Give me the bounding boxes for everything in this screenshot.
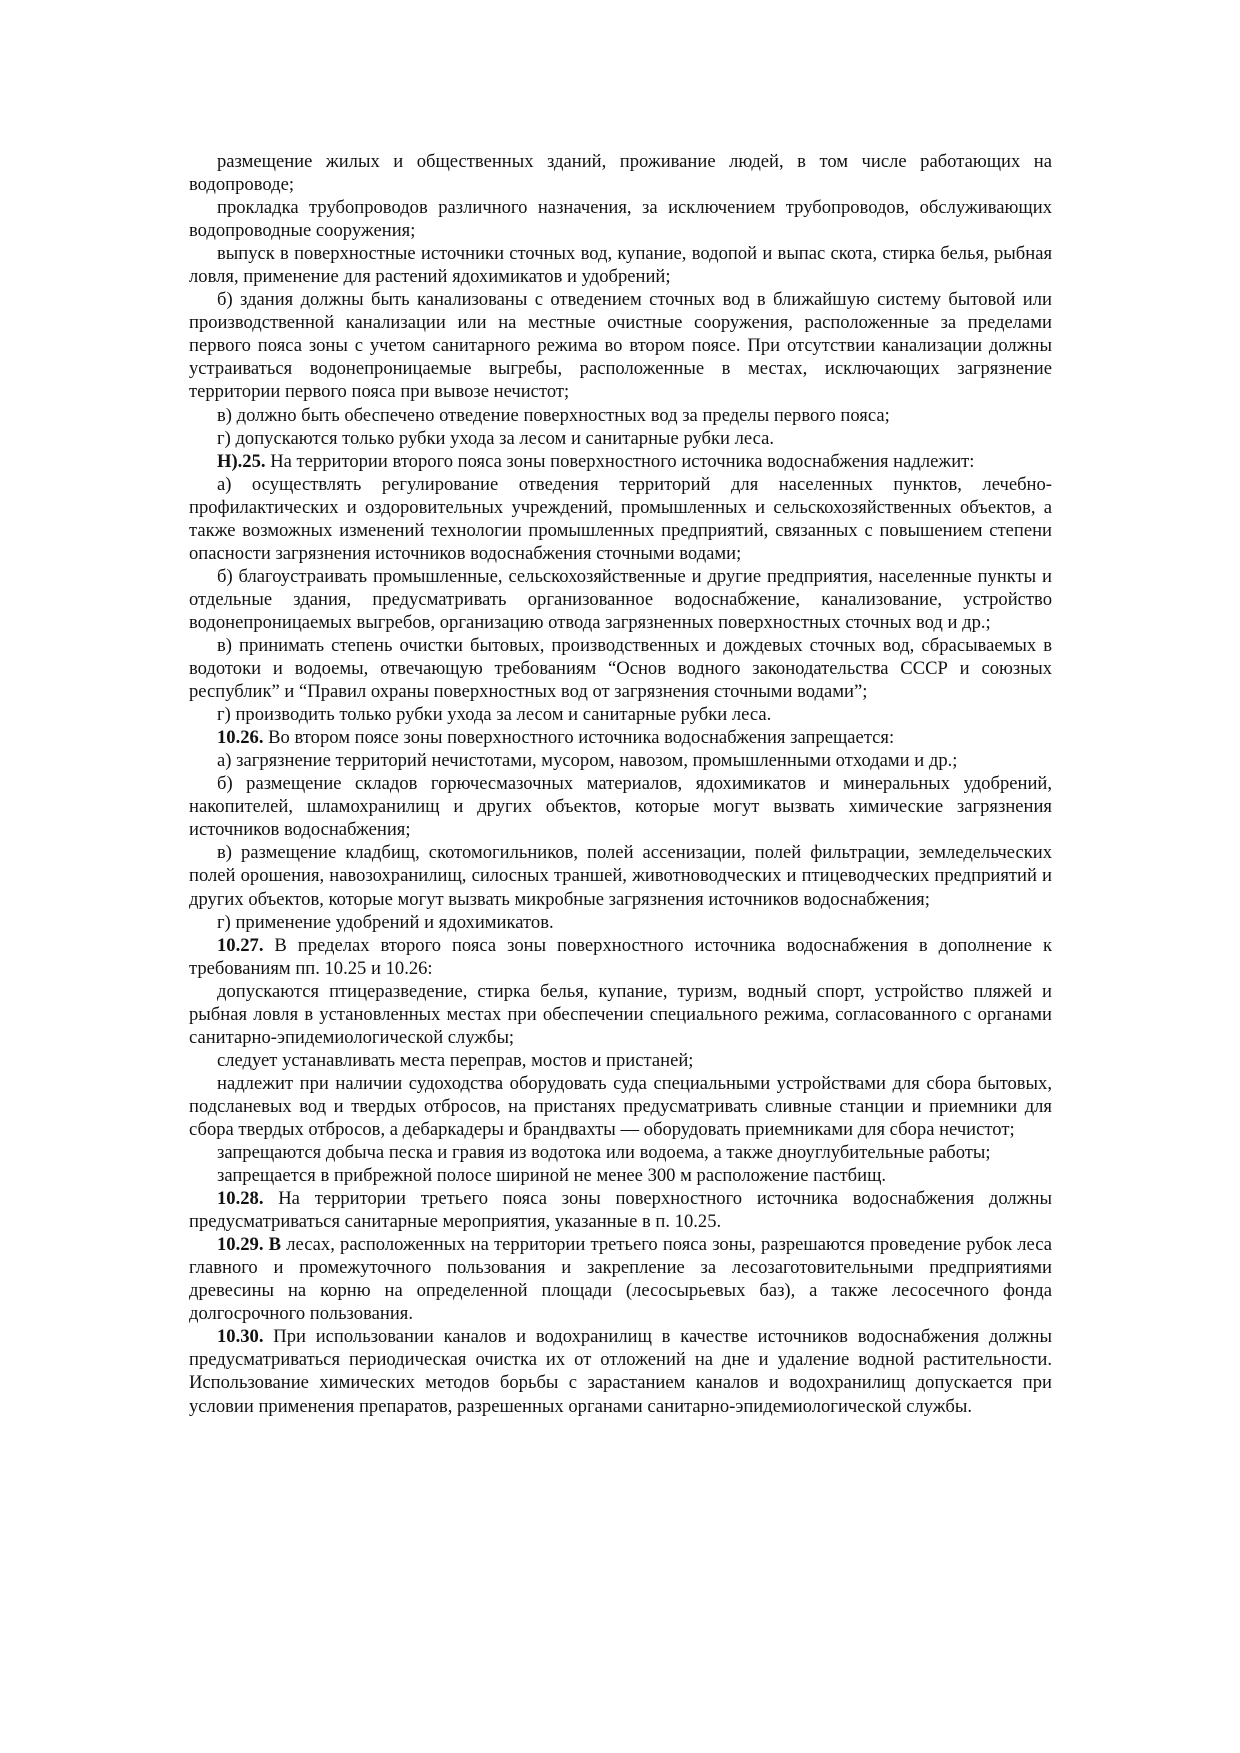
paragraph-text: а) загрязнение территорий нечистотами, мусором, навозом, промышленными отходами и др.; bbox=[217, 750, 958, 772]
paragraph bbox=[189, 911, 1052, 934]
clause-number: 10.30. bbox=[217, 1326, 264, 1348]
paragraph-text: б) благоустраивать промышленные, сельскохозяйственные и другие предприятия, населенные пункты и отдельные здания, предусматривать организованное водоснабжение, канализование, устройство водонепроницаемых выгребов, организацию отвода загрязненных поверхностных сточных вод и др.; bbox=[189, 565, 1052, 633]
paragraph bbox=[189, 242, 1052, 288]
paragraph-text: б) размещение складов горючесмазочных материалов, ядохимикатов и минеральных удобрений, накопителей, шламохранилищ и других объектов, которые могут вызвать химические загрязнения источников водоснабжения; bbox=[189, 773, 1052, 841]
paragraph-text: На территории третьего пояса зоны поверхностного источника водоснабжения должны предусматриваться санитарные мероприятия, указанные в п. 10.25. bbox=[189, 1188, 1052, 1233]
paragraph bbox=[189, 934, 1052, 980]
paragraph bbox=[189, 150, 1052, 196]
paragraph bbox=[189, 980, 1052, 1049]
paragraph-text: В пределах второго пояса зоны поверхностного источника водоснабжения в дополнение к требованиям пп. 10.25 и 10.26: bbox=[189, 934, 1052, 979]
paragraph bbox=[189, 565, 1052, 634]
paragraph bbox=[189, 1187, 1052, 1233]
paragraph-text: надлежит при наличии судоходства оборудовать суда специальными устройствами для сбора бытовых, подсланевых вод и твердых отбросов, на пристанях предусматривать сливные станции и приемники для сбора твердых отбросов, а дебаркадеры и брандвахты — оборудовать приемниками для сбора нечистот; bbox=[189, 1072, 1052, 1140]
paragraph-text: г) допускаются только рубки ухода за лесом и санитарные рубки леса. bbox=[217, 427, 775, 449]
paragraph bbox=[189, 1049, 1052, 1072]
paragraph-text: допускаются птицеразведение, стирка белья, купание, туризм, водный спорт, устройство пляжей и рыбная ловля в установленных местах при обеспечении специального режима, согласованного с органами санитарно-эпидемиологической службы; bbox=[189, 980, 1052, 1048]
paragraph-text: На территории второго пояса зоны поверхностного источника водоснабжения надлежит: bbox=[265, 450, 975, 472]
paragraph-text: а) осуществлять регулирование отведения территорий для населенных пунктов, лечебно-профилактических и оздоровительных учреждений, промышленных и сельскохозяйственных объектов, а также возможных изменений технологии промышленных предприятий, связанных с повышением степени опасности загрязнения источников водоснабжения сточными водами; bbox=[189, 473, 1052, 564]
paragraph-text: в) должно быть обеспечено отведение поверхностных вод за пределы первого пояса; bbox=[217, 404, 890, 426]
paragraph bbox=[189, 1233, 1052, 1325]
paragraph bbox=[189, 726, 1052, 749]
paragraph-text: г) применение удобрений и ядохимикатов. bbox=[217, 911, 554, 933]
paragraph bbox=[189, 703, 1052, 726]
paragraph-text: запрещаются добыча песка и гравия из водотока или водоема, а также дноуглубительные работы; bbox=[217, 1142, 991, 1164]
clause-number: Н).25. bbox=[217, 450, 266, 472]
document-page bbox=[189, 150, 1052, 1418]
paragraph-text: г) производить только рубки ухода за лесом и санитарные рубки леса. bbox=[217, 704, 772, 726]
paragraph-text: следует устанавливать места переправ, мостов и пристаней; bbox=[217, 1049, 694, 1071]
paragraph-text: запрещается в прибрежной полосе шириной не менее 300 м расположение пастбищ. bbox=[217, 1165, 887, 1187]
paragraph bbox=[189, 772, 1052, 841]
paragraph bbox=[189, 288, 1052, 403]
paragraph bbox=[189, 473, 1052, 565]
paragraph bbox=[189, 841, 1052, 910]
clause-number: 10.27. bbox=[217, 934, 264, 956]
paragraph-text: в) размещение кладбищ, скотомогильников, полей ассенизации, полей фильтрации, земледельческих полей орошения, навозохранилищ, силосных траншей, животноводческих и птицеводческих предприятий и других объектов, которые могут вызвать микробные загрязнения источников водоснабжения; bbox=[189, 842, 1052, 910]
paragraph bbox=[189, 1141, 1052, 1164]
paragraph-text: Во втором поясе зоны поверхностного источника водоснабжения запрещается: bbox=[263, 727, 895, 749]
clause-number: 10.28. bbox=[217, 1188, 264, 1210]
paragraph bbox=[189, 749, 1052, 772]
paragraph-text: б) здания должны быть канализованы с отведением сточных вод в ближайшую систему бытовой или производственной канализации или на местные очистные сооружения, расположенные за пределами первого пояса зоны с учетом санитарного режима во втором поясе. При отсутствии канализации должны устраиваться водонепроницаемые выгребы, расположенные в местах, исключающих загрязнение территории первого пояса при вывозе нечистот; bbox=[189, 289, 1052, 403]
paragraph bbox=[189, 1072, 1052, 1141]
clause-number: 10.26. bbox=[217, 727, 264, 749]
paragraph bbox=[189, 1164, 1052, 1187]
paragraph bbox=[189, 634, 1052, 703]
paragraph-text: При использовании каналов и водохранилищ в качестве источников водоснабжения должны предусматриваться периодическая очистка их от отложений на дне и удаление водной растительности. Использование химических методов борьбы с зарастанием каналов и водохранилищ допускается при условии применения препаратов, разрешенных органами санитарно-эпидемиологической службы. bbox=[189, 1326, 1052, 1417]
paragraph bbox=[189, 450, 1052, 473]
paragraph-text: прокладка трубопроводов различного назначения, за исключением трубопроводов, обслуживающих водопроводные сооружения; bbox=[189, 197, 1052, 242]
paragraph bbox=[189, 1325, 1052, 1417]
paragraph-text: в) принимать степень очистки бытовых, производственных и дождевых сточных вод, сбрасываемых в водотоки и водоемы, отвечающую требованиям “Основ водного законодательства СССР и союзных республик” и “Правил охраны поверхностных вод от загрязнения сточными водами”; bbox=[189, 634, 1052, 703]
paragraph bbox=[189, 196, 1052, 242]
clause-number: 10.29. В bbox=[217, 1234, 282, 1256]
paragraph-text: размещение жилых и общественных зданий, проживание людей, в том числе работающих на водопроводе; bbox=[189, 151, 1052, 196]
paragraph-text: лесах, расположенных на территории третьего пояса зоны, разрешаются проведение рубок леса главного и промежуточного пользования и закрепление за лесозаготовительными предприятиями древесины на корню на определенной площади (лесосырьевых баз), а также лесосечного фонда долгосрочного пользования. bbox=[189, 1234, 1052, 1325]
paragraph-text: выпуск в поверхностные источники сточных вод, купание, водопой и выпас скота, стирка белья, рыбная ловля, применение для растений ядохимикатов и удобрений; bbox=[189, 243, 1052, 288]
paragraph bbox=[189, 404, 1052, 427]
paragraph bbox=[189, 427, 1052, 450]
